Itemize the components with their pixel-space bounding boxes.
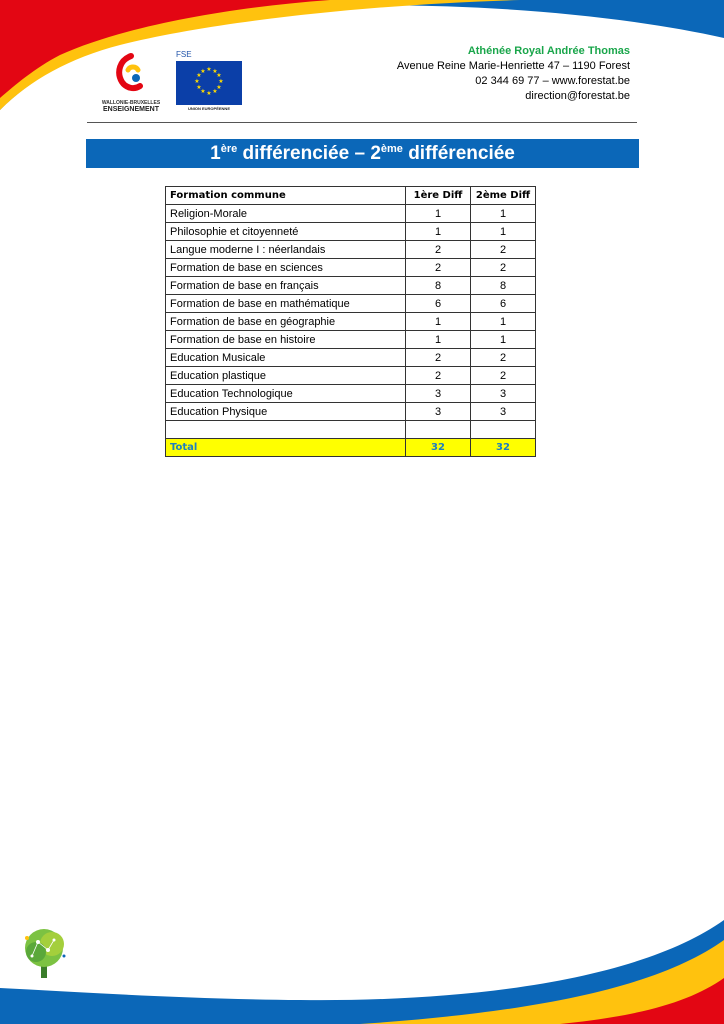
total-label: Total bbox=[166, 439, 406, 457]
table-row bbox=[166, 349, 536, 367]
school-email: direction@forestat.be bbox=[525, 90, 630, 102]
title-grade2-word: différenciée bbox=[402, 143, 515, 164]
hours-2eme-diff-cell: 2 bbox=[471, 241, 536, 259]
table-row bbox=[166, 367, 536, 385]
table-row bbox=[166, 403, 536, 421]
hours-2eme-diff-cell: 8 bbox=[471, 277, 536, 295]
school-address: Avenue Reine Marie-Henriette 47 – 1190 Forest bbox=[396, 60, 630, 72]
subject-cell: Formation de base en français bbox=[166, 277, 406, 295]
hours-1ere-diff-cell: 1 bbox=[406, 205, 471, 223]
hours-1ere-diff-cell: 3 bbox=[406, 385, 471, 403]
header-2eme-diff: 2ème Diff bbox=[471, 187, 536, 205]
table-row bbox=[166, 295, 536, 313]
hours-1ere-diff-cell: 1 bbox=[406, 313, 471, 331]
subject-cell: Education Technologique bbox=[166, 385, 406, 403]
subject-cell: Religion-Morale bbox=[166, 205, 406, 223]
table-row bbox=[166, 223, 536, 241]
title-grade2-number: 2 bbox=[370, 143, 381, 164]
total-2eme-diff: 32 bbox=[471, 439, 536, 457]
table-row bbox=[166, 205, 536, 223]
hours-2eme-diff-cell: 1 bbox=[471, 205, 536, 223]
subject-cell: Langue moderne I : néerlandais bbox=[166, 241, 406, 259]
svg-text:★: ★ bbox=[216, 84, 222, 91]
school-phone-web: 02 344 69 77 – www.forestat.be bbox=[475, 75, 630, 87]
table-row bbox=[166, 259, 536, 277]
hours-1ere-diff-cell: 2 bbox=[406, 349, 471, 367]
hours-2eme-diff-cell: 1 bbox=[471, 331, 536, 349]
table-row bbox=[166, 421, 536, 439]
svg-text:★: ★ bbox=[196, 84, 202, 91]
table-row bbox=[166, 385, 536, 403]
svg-text:★: ★ bbox=[196, 72, 202, 79]
hours-table bbox=[165, 186, 536, 457]
eu-label: UNION EUROPÉENNE bbox=[187, 106, 230, 111]
header-1ere-diff: 1ère Diff bbox=[406, 187, 471, 205]
hours-2eme-diff-cell bbox=[471, 421, 536, 439]
hours-2eme-diff-cell: 2 bbox=[471, 367, 536, 385]
title-grade1-number: 1 bbox=[210, 143, 221, 164]
hours-1ere-diff-cell: 1 bbox=[406, 331, 471, 349]
table-total-row bbox=[166, 439, 536, 457]
hours-1ere-diff-cell: 2 bbox=[406, 259, 471, 277]
wbe-emblem-icon bbox=[100, 52, 162, 98]
hours-2eme-diff-cell: 3 bbox=[471, 403, 536, 421]
table-header-row bbox=[166, 187, 536, 205]
hours-2eme-diff-cell: 3 bbox=[471, 385, 536, 403]
wbe-logo-line1: WALLONIE-BRUXELLES bbox=[101, 100, 161, 106]
title-grade1-suffix: ère bbox=[220, 143, 238, 155]
title-grade2-suffix: ème bbox=[380, 143, 403, 155]
school-name: Athénée Royal Andrée Thomas bbox=[467, 45, 630, 57]
subject-cell: Formation de base en géographie bbox=[166, 313, 406, 331]
tree-logo-icon bbox=[18, 926, 72, 980]
svg-text:★: ★ bbox=[212, 88, 218, 95]
svg-text:★: ★ bbox=[218, 78, 224, 85]
subject-cell: Philosophie et citoyenneté bbox=[166, 223, 406, 241]
svg-text:★: ★ bbox=[200, 68, 206, 75]
hours-1ere-diff-cell bbox=[406, 421, 471, 439]
table-row bbox=[166, 313, 536, 331]
wbe-logo-line2: ENSEIGNEMENT bbox=[102, 106, 159, 113]
hours-1ere-diff-cell: 2 bbox=[406, 241, 471, 259]
hours-1ere-diff-cell: 8 bbox=[406, 277, 471, 295]
hours-2eme-diff-cell: 6 bbox=[471, 295, 536, 313]
subject-cell bbox=[166, 421, 406, 439]
svg-text:★: ★ bbox=[216, 72, 222, 79]
subject-cell: Education Musicale bbox=[166, 349, 406, 367]
school-contact-block bbox=[397, 44, 630, 104]
hours-2eme-diff-cell: 2 bbox=[471, 349, 536, 367]
subject-cell: Formation de base en sciences bbox=[166, 259, 406, 277]
hours-2eme-diff-cell: 1 bbox=[471, 313, 536, 331]
svg-text:★: ★ bbox=[212, 68, 218, 75]
eu-fse-logo bbox=[176, 50, 242, 110]
svg-text:★: ★ bbox=[194, 78, 200, 85]
table-row bbox=[166, 331, 536, 349]
hours-1ere-diff-cell: 3 bbox=[406, 403, 471, 421]
title-grade1-word: différenciée – bbox=[237, 143, 371, 164]
wbe-logo bbox=[100, 52, 162, 116]
table-row bbox=[166, 277, 536, 295]
hours-1ere-diff-cell: 6 bbox=[406, 295, 471, 313]
subject-cell: Formation de base en histoire bbox=[166, 331, 406, 349]
svg-text:★: ★ bbox=[200, 88, 206, 95]
header-formation: Formation commune bbox=[166, 187, 406, 205]
subject-cell: Formation de base en mathématique bbox=[166, 295, 406, 313]
hours-1ere-diff-cell: 1 bbox=[406, 223, 471, 241]
header-divider bbox=[87, 122, 637, 123]
svg-text:★: ★ bbox=[206, 90, 212, 97]
bottom-swoosh-decoration bbox=[0, 900, 724, 1024]
subject-cell: Education plastique bbox=[166, 367, 406, 385]
svg-text:★: ★ bbox=[206, 66, 212, 73]
eu-flag-icon bbox=[176, 61, 242, 105]
hours-2eme-diff-cell: 1 bbox=[471, 223, 536, 241]
page-title-banner bbox=[86, 139, 639, 168]
subject-cell: Education Physique bbox=[166, 403, 406, 421]
table-row bbox=[166, 241, 536, 259]
hours-1ere-diff-cell: 2 bbox=[406, 367, 471, 385]
hours-2eme-diff-cell: 2 bbox=[471, 259, 536, 277]
total-1ere-diff: 32 bbox=[406, 439, 471, 457]
fse-label: FSE bbox=[176, 50, 192, 59]
